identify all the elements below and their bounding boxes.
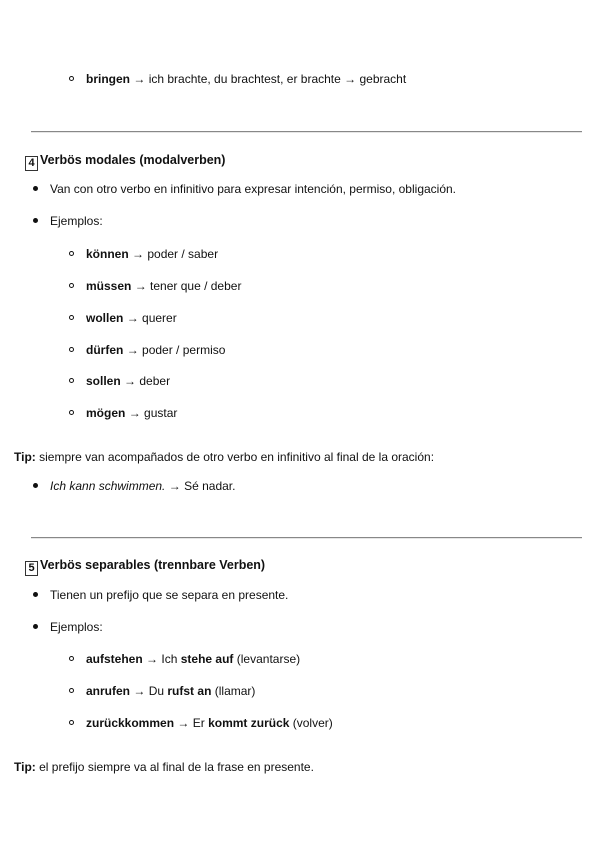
sub-bullet [69,688,74,693]
verb-forms: ich brachte, du brachtest, er brachte [148,72,341,86]
example-german: Ich kann schwimmen. [50,479,166,493]
divider [31,537,582,539]
list-item [86,374,170,388]
sub-bullet [69,76,74,81]
arrow: → [128,406,141,420]
arrow: → [344,72,357,86]
bullet [33,592,38,597]
pronoun: Ich [161,652,178,666]
gloss: (volver) [292,716,333,730]
verb: mögen [86,406,126,420]
meaning: poder / permiso [142,343,226,357]
arrow: → [133,684,146,698]
participle: gebracht [359,72,407,86]
pronoun: Du [148,684,165,698]
verb: können [86,247,129,261]
arrow: → [134,279,147,293]
list-item: Tienen un prefijo que se separa en presente. [50,588,289,602]
sub-bullet [69,720,74,725]
verb: anrufen [86,684,131,698]
verb: sollen [86,374,121,388]
verb: wollen [86,311,124,325]
conjugation: kommt zurück [208,716,290,730]
list-item [86,406,177,420]
bullet [33,483,38,488]
list-item [86,684,255,698]
section-title: Verbös modales (modalverben) [40,153,226,167]
meaning: deber [139,374,171,388]
list-item: Van con otro verbo en infinitivo para expresar intención, permiso, obligación. [50,182,457,196]
sub-bullet [69,410,74,415]
arrow: → [133,72,146,86]
verb: zurückkommen [86,716,175,730]
meaning: tener que / deber [150,279,242,293]
examples-label: Ejemplos: [50,620,103,634]
bullet [33,624,38,629]
arrow: → [177,716,190,730]
list-item [86,311,177,325]
list-item [86,343,225,357]
arrow: → [168,479,181,493]
tip-text: el prefijo siempre va al final de la frase en presente. [39,760,314,774]
list-item [86,652,300,666]
conjugation: rufst an [167,684,212,698]
section-heading [25,152,225,171]
tip [14,450,434,464]
section-number-badge: 5 [25,561,38,576]
sub-bullet [69,251,74,256]
tip-label: Tip: [14,450,36,464]
tip-label: Tip: [14,760,36,774]
conjugation: stehe auf [180,652,234,666]
arrow: → [124,374,137,388]
verb: dürfen [86,343,124,357]
sub-bullet [69,347,74,352]
list-item [86,72,406,86]
arrow: → [146,652,159,666]
arrow: → [126,311,139,325]
divider [31,131,582,133]
list-item [86,279,241,293]
section-title: Verbös separables (trennbare Verben) [40,558,266,572]
examples-label: Ejemplos: [50,214,103,228]
list-item [86,716,333,730]
bullet [33,218,38,223]
sub-bullet [69,378,74,383]
pronoun: Er [192,716,205,730]
verb: aufstehen [86,652,143,666]
example [50,479,235,493]
arrow: → [126,343,139,357]
verb: bringen [86,72,130,86]
bullet [33,186,38,191]
sub-bullet [69,656,74,661]
sub-bullet [69,283,74,288]
gloss: (llamar) [214,684,256,698]
section-number-badge: 4 [25,156,38,171]
example-spanish: Sé nadar. [184,479,236,493]
gloss: (levantarse) [236,652,301,666]
verb: müssen [86,279,132,293]
meaning: gustar [144,406,178,420]
meaning: poder / saber [147,247,219,261]
meaning: querer [142,311,177,325]
sub-bullet [69,315,74,320]
tip [14,760,314,774]
section-heading [25,557,265,576]
list-item [86,247,218,261]
tip-text: siempre van acompañados de otro verbo en infinitivo al final de la oración: [39,450,435,464]
arrow: → [132,247,145,261]
